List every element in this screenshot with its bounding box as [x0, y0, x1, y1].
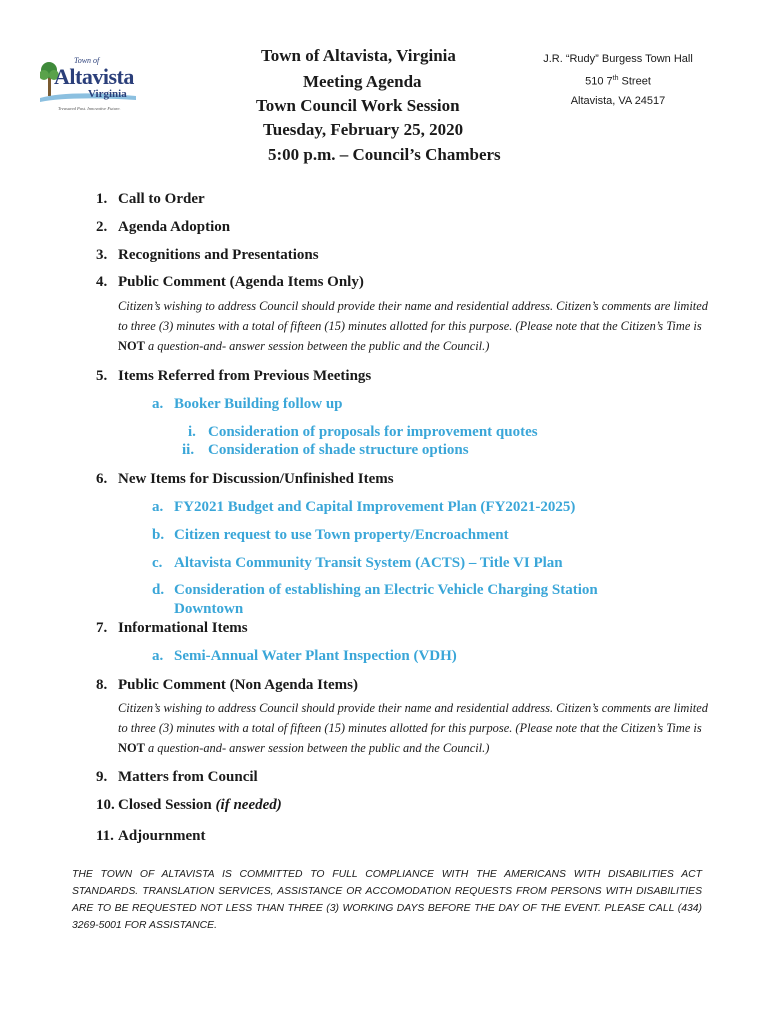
town-logo: [40, 56, 136, 120]
ada-compliance-footer: THE TOWN OF ALTAVISTA IS COMMITTED TO FULL COMPLIANCE WITH THE AMERICANS WITH DISABILITIES ACT STANDARDS. TRANSLATION SERVICES, ASSISTANCE OR ACCOMODATION REQUESTS FROM PERSONS WITH DISABILITIES ARE TO BE REQUESTED NOT LESS THAN THREE (3) WORKING DAYS BEFORE THE DAY OF THE EVENT. PLEASE CALL (434) 3269-5001 FOR ASSISTANCE.: [72, 869, 702, 931]
address-block: [528, 50, 708, 111]
agenda-item-1: 1. Call to Order: [96, 191, 205, 207]
address-city: Altavista, VA 24517: [570, 94, 666, 107]
sub-item-6c[interactable]: c. Altavista Community Transit System (ACTS) – Title VI Plan: [152, 555, 563, 571]
logo-town-of: Town of: [74, 56, 100, 65]
logo-state: Virginia: [88, 88, 127, 100]
header-date: Tuesday, February 25, 2020: [263, 120, 464, 139]
agenda-item-2: 2. Agenda Adoption: [96, 219, 231, 235]
logo-name: Altavista: [54, 64, 134, 89]
sub-item-6b[interactable]: b. Citizen request to use Town property/Encroachment: [152, 527, 509, 543]
header-time: 5:00 p.m. – Council’s Chambers: [268, 145, 501, 164]
agenda-item-8: 8. Public Comment (Non Agenda Items): [96, 677, 358, 693]
agenda-item-7: 7. Informational Items: [96, 620, 248, 636]
logo-tagline: Treasured Past. Innovative Future.: [58, 106, 121, 111]
sub-item-5a[interactable]: a. Booker Building follow up: [152, 396, 343, 412]
sub-item-6d[interactable]: d. Consideration of establishing an Electric Vehicle Charging Station: [152, 582, 598, 598]
agenda-item-11: 11. Adjournment: [96, 828, 206, 844]
address-building: J.R. “Rudy” Burgess Town Hall: [543, 53, 693, 65]
agenda-item-3: 3. Recognitions and Presentations: [96, 247, 319, 263]
sub-item-5a-i[interactable]: i. Consideration of proposals for improvement quotes: [188, 424, 538, 440]
header-doc-title: Meeting Agenda: [303, 72, 422, 91]
sub-item-6d-cont[interactable]: Downtown: [174, 601, 244, 617]
agenda-item-4: 4. Public Comment (Agenda Items Only): [96, 274, 364, 290]
sub-item-6a[interactable]: a. FY2021 Budget and Capital Improvement Plan (FY2021-2025): [152, 499, 576, 515]
public-comment-note-non-agenda: Citizen’s wishing to address Council should provide their name and residential address. Citizen’s comments are limited to three (3) minutes with a total of fifteen (15) minutes allotted for this purpose. (Please note that the Citizen’s Time is NOT a question-and- answer session between the public and the Council.): [118, 701, 708, 755]
sub-item-5a-ii[interactable]: ii. Consideration of shade structure options: [182, 442, 469, 458]
header-town: Town of Altavista, Virginia: [261, 46, 456, 65]
agenda-item-6: 6. New Items for Discussion/Unfinished Items: [96, 471, 394, 487]
agenda-item-9: 9. Matters from Council: [96, 769, 258, 785]
public-comment-note-agenda: Citizen’s wishing to address Council should provide their name and residential address. Citizen’s comments are limited to three (3) minutes with a total of fifteen (15) minutes allotted for this purpose. (Please note that the Citizen’s Time is NOT a question-and- answer session between the public and the Council.): [118, 299, 708, 353]
sub-item-7a[interactable]: a. Semi-Annual Water Plant Inspection (VDH): [152, 648, 457, 664]
address-street: 510 7th Street: [585, 75, 651, 88]
agenda-item-10: 10. Closed Session (if needed): [96, 797, 282, 813]
header-session: Town Council Work Session: [256, 96, 460, 115]
agenda-item-5: 5. Items Referred from Previous Meetings: [96, 368, 372, 384]
